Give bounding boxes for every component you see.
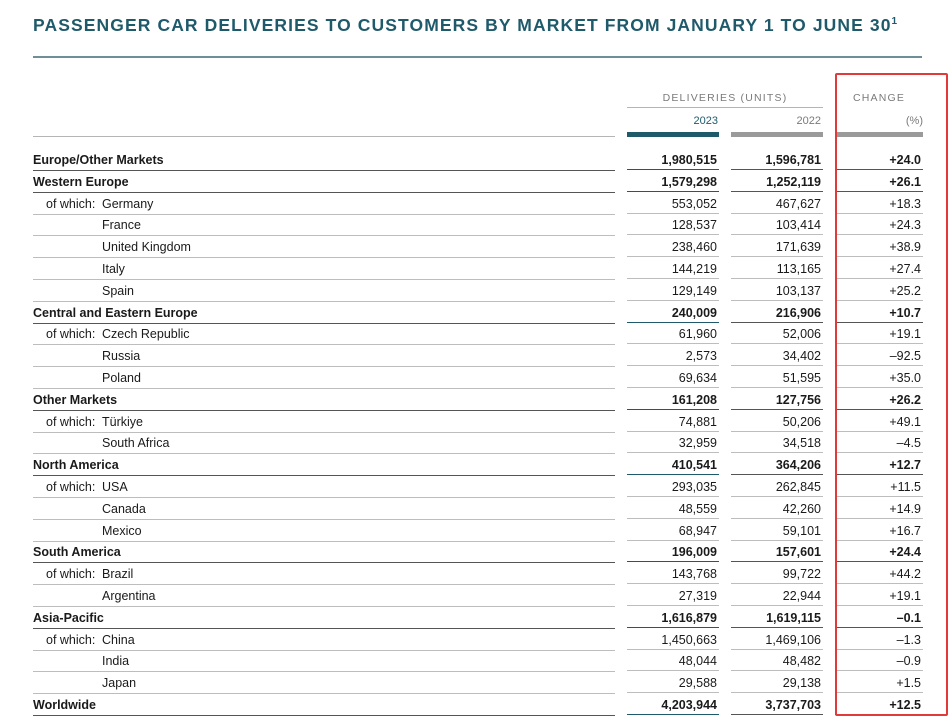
- header-year-2023: 2023: [693, 115, 718, 127]
- value-2023: 410,541: [627, 458, 719, 475]
- table-row: [33, 367, 923, 389]
- value-change: +49.1: [835, 415, 923, 432]
- value-2022: 34,518: [731, 436, 823, 453]
- value-2023: 128,537: [627, 218, 719, 235]
- value-2023: 129,149: [627, 284, 719, 301]
- title-divider: [33, 56, 922, 58]
- table-row: [33, 694, 923, 716]
- table-row: [33, 302, 923, 324]
- deliveries-table: [33, 149, 923, 716]
- header-percent: (%): [905, 115, 923, 127]
- value-change: +14.9: [835, 502, 923, 519]
- value-change: +10.7: [835, 306, 923, 323]
- value-change: –0.1: [835, 611, 923, 628]
- value-change: +26.2: [835, 393, 923, 410]
- value-2022: 157,601: [731, 545, 823, 562]
- value-change: +1.5: [835, 676, 923, 693]
- value-2023: 61,960: [627, 327, 719, 344]
- value-change: +24.3: [835, 218, 923, 235]
- value-2023: 240,009: [627, 306, 719, 323]
- row-prefix: of which:: [46, 196, 96, 211]
- value-2023: 144,219: [627, 262, 719, 279]
- value-2022: 3,737,703: [731, 698, 823, 715]
- value-change: +19.1: [835, 589, 923, 606]
- row-label-cell: [33, 698, 615, 716]
- row-label: North America: [33, 458, 119, 473]
- table-row: [33, 432, 923, 454]
- value-2023: 68,947: [627, 524, 719, 541]
- table-row: [33, 280, 923, 302]
- value-2023: 74,881: [627, 415, 719, 432]
- value-2022: 171,639: [731, 240, 823, 257]
- row-label: France: [102, 218, 141, 233]
- value-2023: 293,035: [627, 480, 719, 497]
- value-2022: 364,206: [731, 458, 823, 475]
- row-label-cell: [33, 633, 615, 651]
- row-prefix: of which:: [46, 414, 96, 429]
- value-2023: 2,573: [627, 349, 719, 366]
- change-column-highlight: [835, 73, 948, 716]
- value-2022: 216,906: [731, 306, 823, 323]
- row-label: Poland: [102, 370, 141, 385]
- value-2022: 1,619,115: [731, 611, 823, 628]
- row-label: Mexico: [102, 523, 142, 538]
- row-prefix: of which:: [46, 632, 96, 647]
- title-footnote: 1: [891, 16, 898, 27]
- row-label: United Kingdom: [102, 240, 191, 255]
- row-label-cell: [33, 458, 615, 476]
- row-label-cell: [33, 197, 615, 215]
- row-label-cell: [33, 349, 615, 367]
- value-2023: 32,959: [627, 436, 719, 453]
- value-2022: 42,260: [731, 502, 823, 519]
- row-label-cell: [33, 436, 615, 454]
- row-label-cell: [33, 175, 615, 193]
- table-row: [33, 498, 923, 520]
- value-change: +16.7: [835, 524, 923, 541]
- row-label: Brazil: [102, 567, 134, 582]
- value-2023: 553,052: [627, 197, 719, 214]
- row-label: Argentina: [102, 588, 156, 603]
- value-2023: 196,009: [627, 545, 719, 562]
- table-row: [33, 193, 923, 215]
- row-label-cell: [33, 218, 615, 236]
- column-bar-2023: [627, 132, 719, 137]
- title-text: PASSENGER CAR DELIVERIES TO CUSTOMERS BY MARKET FROM JANUARY 1 TO JUNE 30: [33, 15, 892, 35]
- value-2023: 1,980,515: [627, 153, 719, 170]
- value-2023: 161,208: [627, 393, 719, 410]
- table-row: [33, 171, 923, 193]
- row-label-cell: [33, 415, 615, 433]
- row-label-cell: [33, 524, 615, 542]
- row-label: Japan: [102, 676, 137, 691]
- value-change: +12.7: [835, 458, 923, 475]
- row-label-cell: [33, 371, 615, 389]
- row-label: South America: [33, 545, 121, 560]
- row-label: Canada: [102, 501, 146, 516]
- value-change: +12.5: [835, 698, 923, 715]
- row-label: Other Markets: [33, 392, 118, 407]
- row-label-cell: [33, 393, 615, 411]
- value-2022: 51,595: [731, 371, 823, 388]
- row-label: Spain: [102, 283, 134, 298]
- row-label-cell: [33, 567, 615, 585]
- value-2022: 113,165: [731, 262, 823, 279]
- table-row: [33, 563, 923, 585]
- table-row: [33, 149, 923, 171]
- value-2022: 1,596,781: [731, 153, 823, 170]
- header-deliveries-divider: [627, 107, 823, 108]
- table-row: [33, 323, 923, 345]
- row-prefix: of which:: [46, 327, 96, 342]
- value-2022: 1,252,119: [731, 175, 823, 192]
- value-2023: 29,588: [627, 676, 719, 693]
- row-label-cell: [33, 480, 615, 498]
- row-label: China: [102, 632, 135, 647]
- value-2022: 34,402: [731, 349, 823, 366]
- value-2023: 48,044: [627, 654, 719, 671]
- value-2022: 127,756: [731, 393, 823, 410]
- row-label-cell: [33, 502, 615, 520]
- table-row: [33, 672, 923, 694]
- row-label: Europe/Other Markets: [33, 153, 164, 167]
- value-2023: 1,616,879: [627, 611, 719, 628]
- value-change: –1.3: [835, 633, 923, 650]
- value-change: +24.4: [835, 545, 923, 562]
- value-2022: 48,482: [731, 654, 823, 671]
- value-change: +11.5: [835, 480, 923, 497]
- row-label-cell: [33, 589, 615, 607]
- value-2022: 103,414: [731, 218, 823, 235]
- table-row: [33, 345, 923, 367]
- value-2022: 22,944: [731, 589, 823, 606]
- value-2023: 1,579,298: [627, 175, 719, 192]
- row-label-cell: [33, 306, 615, 324]
- table-row: [33, 258, 923, 280]
- value-2022: 262,845: [731, 480, 823, 497]
- row-label-cell: [33, 153, 615, 171]
- row-label: Western Europe: [33, 174, 129, 189]
- column-bar-2022: [731, 132, 823, 137]
- value-2023: 143,768: [627, 567, 719, 584]
- table-row: [33, 236, 923, 258]
- table-row: [33, 607, 923, 629]
- table-row: [33, 454, 923, 476]
- row-prefix: of which:: [46, 479, 96, 494]
- row-label-cell: [33, 240, 615, 258]
- row-label-cell: [33, 654, 615, 672]
- header-year-2022: 2022: [796, 115, 821, 127]
- row-label-cell: [33, 284, 615, 302]
- row-prefix: of which:: [46, 567, 96, 582]
- value-change: +27.4: [835, 262, 923, 279]
- value-2023: 69,634: [627, 371, 719, 388]
- value-2023: 48,559: [627, 502, 719, 519]
- table-row: [33, 389, 923, 411]
- row-label: USA: [102, 479, 128, 494]
- value-2023: 4,203,944: [627, 698, 719, 715]
- header-change: CHANGE: [852, 92, 906, 104]
- row-label-cell: [33, 262, 615, 280]
- value-2022: 50,206: [731, 415, 823, 432]
- row-label: Asia-Pacific: [33, 610, 104, 625]
- value-2022: 1,469,106: [731, 633, 823, 650]
- row-label: Türkiye: [102, 414, 143, 429]
- value-2022: 59,101: [731, 524, 823, 541]
- label-column-divider: [33, 136, 615, 137]
- table-row: [33, 520, 923, 542]
- row-label-cell: [33, 545, 615, 563]
- table-row: [33, 650, 923, 672]
- row-label-cell: [33, 676, 615, 694]
- header-deliveries: DELIVERIES (UNITS): [662, 92, 788, 104]
- value-2022: 99,722: [731, 567, 823, 584]
- row-label: Worldwide: [33, 697, 96, 712]
- value-2023: 238,460: [627, 240, 719, 257]
- table-row: [33, 214, 923, 236]
- table-row: [33, 629, 923, 651]
- value-change: +19.1: [835, 327, 923, 344]
- value-change: +44.2: [835, 567, 923, 584]
- row-label: South Africa: [102, 436, 170, 451]
- value-change: +26.1: [835, 175, 923, 192]
- value-2022: 29,138: [731, 676, 823, 693]
- value-change: +18.3: [835, 197, 923, 214]
- page-title: [33, 15, 897, 36]
- value-2023: 27,319: [627, 589, 719, 606]
- table-row: [33, 411, 923, 433]
- table-row: [33, 585, 923, 607]
- table-row: [33, 541, 923, 563]
- row-label: Russia: [102, 349, 141, 364]
- value-2023: 1,450,663: [627, 633, 719, 650]
- row-label-cell: [33, 611, 615, 629]
- value-2022: 103,137: [731, 284, 823, 301]
- row-label: India: [102, 654, 130, 669]
- row-label-cell: [33, 327, 615, 345]
- value-2022: 467,627: [731, 197, 823, 214]
- value-2022: 52,006: [731, 327, 823, 344]
- value-change: +25.2: [835, 284, 923, 301]
- value-change: –0.9: [835, 654, 923, 671]
- value-change: +38.9: [835, 240, 923, 257]
- row-label: Czech Republic: [102, 327, 190, 342]
- value-change: +35.0: [835, 371, 923, 388]
- value-change: –92.5: [835, 349, 923, 366]
- value-change: –4.5: [835, 436, 923, 453]
- row-label: Italy: [102, 261, 125, 276]
- value-change: +24.0: [835, 153, 923, 170]
- row-label: Central and Eastern Europe: [33, 305, 198, 320]
- row-label: Germany: [102, 196, 154, 211]
- table-row: [33, 476, 923, 498]
